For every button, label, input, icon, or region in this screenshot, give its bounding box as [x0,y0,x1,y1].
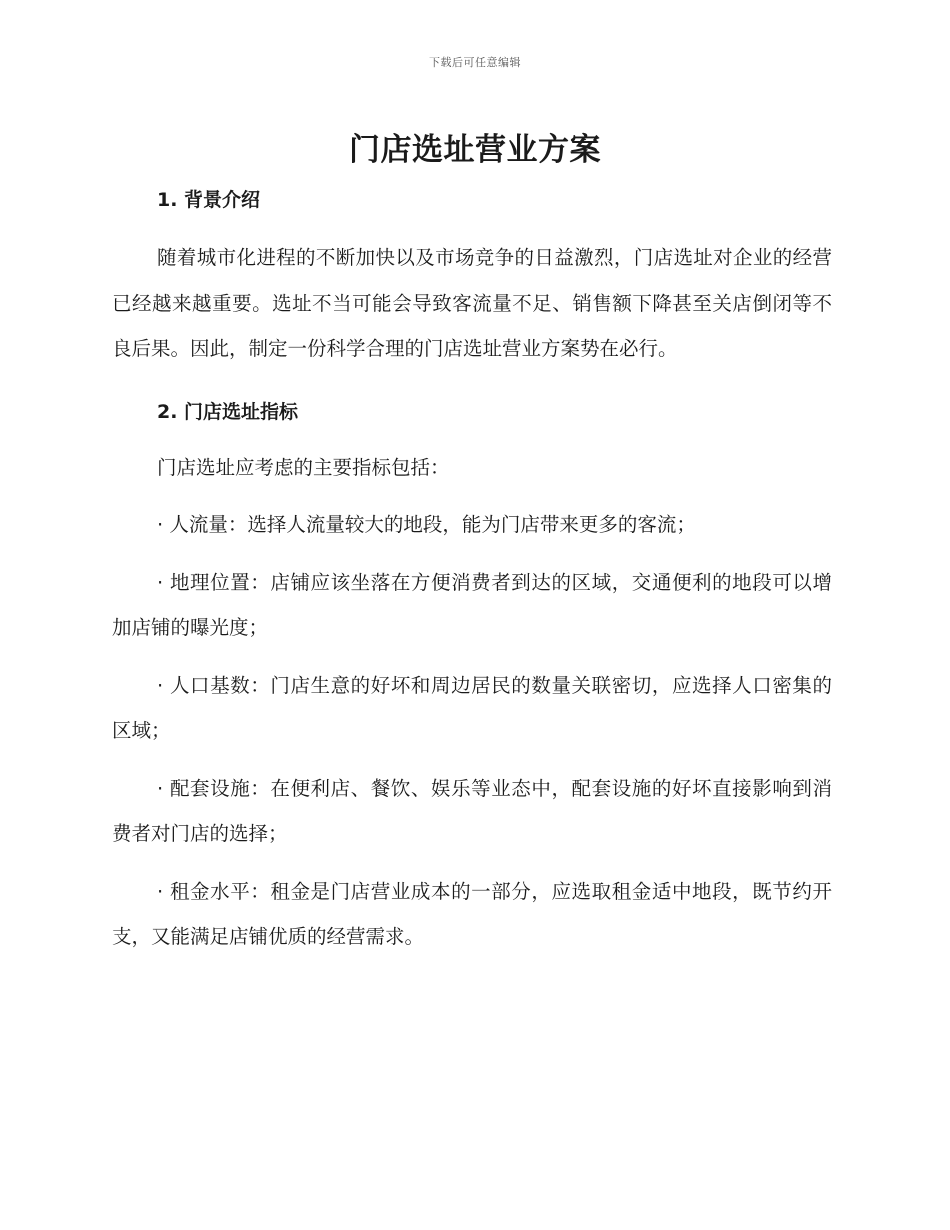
background-paragraph: 随着城市化进程的不断加快以及市场竞争的日益激烈，门店选址对企业的经营已经越来越重要。选址不当可能会导致客流量不足、销售额下降甚至关店倒闭等不良后果。因此，制定一份科学合理的门店选址营业方案势在必行。 [112,246,832,360]
section-heading-indicators: 2. 门店选址指标 [157,400,299,423]
list-item-facilities: · 配套设施：在便利店、餐饮、娱乐等业态中，配套设施的好坏直接影响到消费者对门店的选择； [112,776,832,845]
document-title: 门店选址营业方案 [349,132,601,168]
document-body [112,180,832,960]
section-heading-background: 1. 背景介绍 [157,189,261,211]
list-item-foot-traffic: · 人流量：选择人流量较大的地段，能为门店带来更多的客流； [157,513,696,536]
list-item-location: · 地理位置：店铺应该坐落在方便消费者到达的区域，交通便利的地段可以增加店铺的曝光度； [112,570,832,639]
list-item-rent: · 租金水平：租金是门店营业成本的一部分，应选取租金适中地段，既节约开支，又能满足店铺优质的经营需求。 [112,879,832,948]
indicators-intro: 门店选址应考虑的主要指标包括： [157,455,450,479]
list-item-population: · 人口基数：门店生意的好坏和周边居民的数量关联密切，应选择人口密集的区域； [112,673,832,742]
header-note: 下载后可任意编辑 [429,56,521,69]
